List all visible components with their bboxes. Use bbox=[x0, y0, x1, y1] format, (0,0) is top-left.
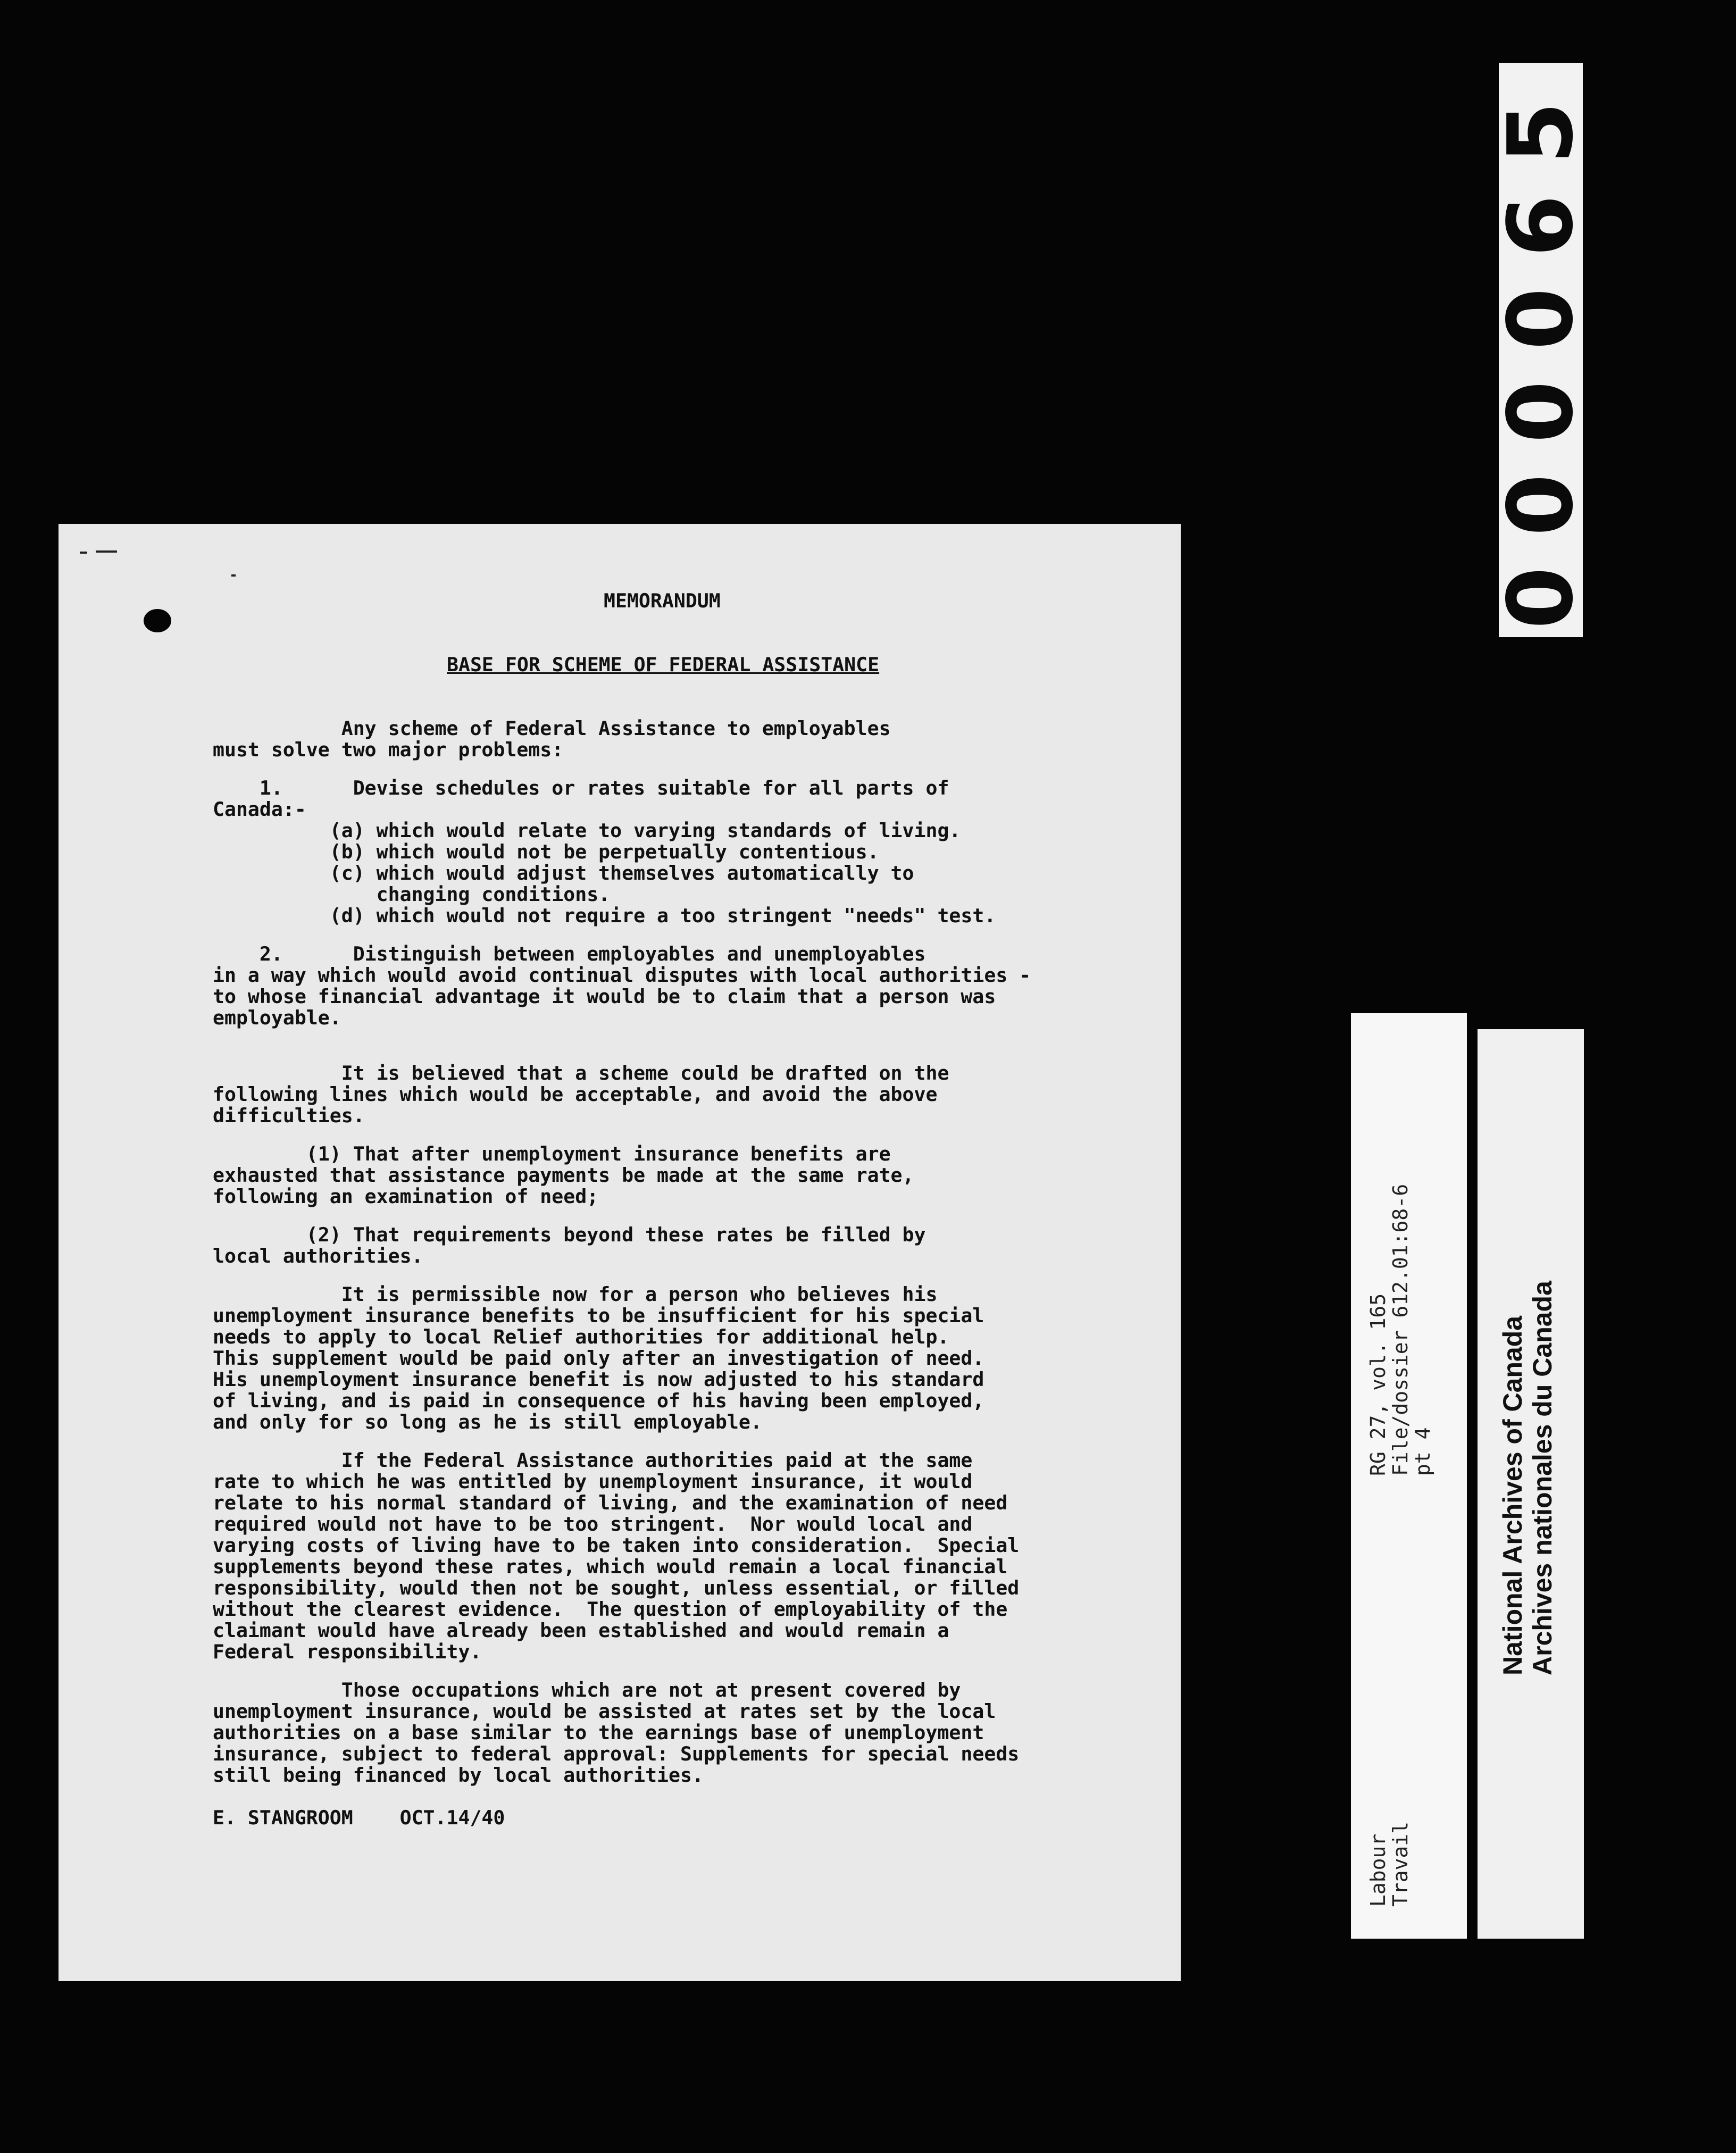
memorandum-page bbox=[59, 524, 1181, 1981]
memo-line bbox=[213, 927, 1207, 944]
memo-line: in a way which would avoid continual disputes with local authorities - bbox=[213, 964, 1031, 987]
speck-mark bbox=[231, 574, 236, 577]
memo-line bbox=[213, 1126, 1207, 1144]
memo-line bbox=[213, 1029, 1207, 1046]
reference-line: File/dossier 612.01:68-6 bbox=[1389, 1183, 1412, 1476]
memo-line: unemployment insurance, would be assisted at rates set by the local bbox=[213, 1700, 996, 1723]
memo-line: to whose financial advantage it would be to claim that a person was bbox=[213, 985, 996, 1008]
memo-line: If the Federal Assistance authorities paid at the same bbox=[213, 1449, 973, 1472]
memo-line: 1. Devise schedules or rates suitable for all parts of bbox=[213, 777, 949, 799]
memo-line: This supplement would be paid only after an investigation of need. bbox=[213, 1347, 984, 1370]
memo-line: local authorities. bbox=[213, 1245, 423, 1267]
memo-line: must solve two major problems: bbox=[213, 738, 564, 761]
memo-line: (d) which would not require a too stringent "needs" test. bbox=[213, 904, 996, 927]
memo-line: following lines which would be acceptable, and avoid the above bbox=[213, 1083, 938, 1106]
memo-line: Canada:- bbox=[213, 798, 306, 821]
department-text-block bbox=[1367, 1822, 1412, 1907]
memo-line bbox=[213, 1267, 1207, 1284]
memo-line: exhausted that assistance payments be made at the same rate, bbox=[213, 1164, 914, 1187]
memo-line: His unemployment insurance benefit is now adjusted to his standard bbox=[213, 1368, 984, 1391]
memo-line: and only for so long as he is still employable. bbox=[213, 1411, 762, 1433]
memo-line bbox=[213, 1207, 1207, 1224]
memo-line bbox=[213, 1663, 1207, 1680]
frame-number-label bbox=[1489, 63, 1593, 637]
memo-line: relate to his normal standard of living, and the examination of need bbox=[213, 1491, 1008, 1514]
memorandum-text bbox=[213, 590, 1207, 1829]
memo-line: insurance, subject to federal approval: Supplements for special needs bbox=[213, 1742, 1020, 1765]
memo-title: MEMORANDUM bbox=[604, 589, 721, 612]
memo-line: responsibility, would then not be sought, unless essential, or filled bbox=[213, 1576, 1020, 1599]
memo-line: It is believed that a scheme could be drafted on the bbox=[213, 1062, 949, 1084]
memo-body bbox=[213, 718, 1207, 1786]
memo-line: varying costs of living have to be taken into consideration. Special bbox=[213, 1534, 1020, 1557]
memo-line: changing conditions. bbox=[213, 883, 611, 906]
memo-line: (b) which would not be perpetually contentious. bbox=[213, 840, 879, 863]
memo-line: employable. bbox=[213, 1006, 341, 1029]
archival-reference-label bbox=[1351, 1013, 1467, 1939]
frame-number-text: 000065 bbox=[1489, 71, 1593, 629]
reference-line: RG 27, vol. 165 bbox=[1366, 1293, 1390, 1476]
reference-line: pt 4 bbox=[1411, 1427, 1434, 1476]
reference-text-block bbox=[1367, 1184, 1434, 1476]
memo-line: (2) That requirements beyond these rates be filled by bbox=[213, 1223, 926, 1246]
memo-line: 2. Distinguish between employables and unemployables bbox=[213, 942, 926, 965]
memo-line: (c) which would adjust themselves automatically to bbox=[213, 862, 914, 884]
memo-line bbox=[213, 1046, 1207, 1063]
memo-line: (1) That after unemployment insurance benefits are bbox=[213, 1142, 891, 1165]
memo-line: Any scheme of Federal Assistance to employables bbox=[213, 717, 891, 740]
memo-line bbox=[213, 1433, 1207, 1450]
department-line: Travail bbox=[1389, 1821, 1412, 1907]
memo-line: authorities on a base similar to the earnings base of unemployment bbox=[213, 1721, 984, 1744]
memo-signature: E. STANGROOM OCT.14/40 bbox=[213, 1806, 505, 1829]
department-line: Labour bbox=[1366, 1833, 1390, 1907]
archives-text-block bbox=[1498, 1281, 1557, 1675]
memo-line: without the clearest evidence. The question of employability of the bbox=[213, 1598, 1008, 1621]
memo-line: Those occupations which are not at present covered by bbox=[213, 1679, 961, 1701]
memo-line: required would not have to be too stringent. Nor would local and bbox=[213, 1513, 973, 1536]
archives-name-en: National Archives of Canada bbox=[1498, 1315, 1528, 1675]
speck-mark bbox=[80, 552, 87, 554]
memo-line: unemployment insurance benefits to be insufficient for his special bbox=[213, 1304, 984, 1327]
archives-label bbox=[1478, 1029, 1584, 1939]
memo-line: (a) which would relate to varying standards of living. bbox=[213, 819, 961, 842]
memo-line: of living, and is paid in consequence of his having been employed, bbox=[213, 1389, 984, 1412]
memo-line: Federal responsibility. bbox=[213, 1640, 482, 1663]
memo-line: difficulties. bbox=[213, 1104, 365, 1127]
memo-line: claimant would have already been established and would remain a bbox=[213, 1619, 949, 1642]
memo-line: needs to apply to local Relief authorities for additional help. bbox=[213, 1325, 949, 1348]
memo-line: supplements beyond these rates, which would remain a local financial bbox=[213, 1555, 1008, 1578]
memo-line: still being financed by local authorities. bbox=[213, 1764, 704, 1787]
memo-line: It is permissible now for a person who believes his bbox=[213, 1283, 938, 1306]
archives-name-fr: Archives nationales du Canada bbox=[1528, 1281, 1557, 1675]
punch-hole-mark bbox=[144, 609, 171, 632]
memo-subtitle: BASE FOR SCHEME OF FEDERAL ASSISTANCE bbox=[447, 653, 880, 676]
memo-line bbox=[213, 761, 1207, 778]
memo-line: following an examination of need; bbox=[213, 1185, 599, 1208]
memo-line: rate to which he was entitled by unemployment insurance, it would bbox=[213, 1470, 973, 1493]
speck-mark bbox=[96, 550, 117, 553]
